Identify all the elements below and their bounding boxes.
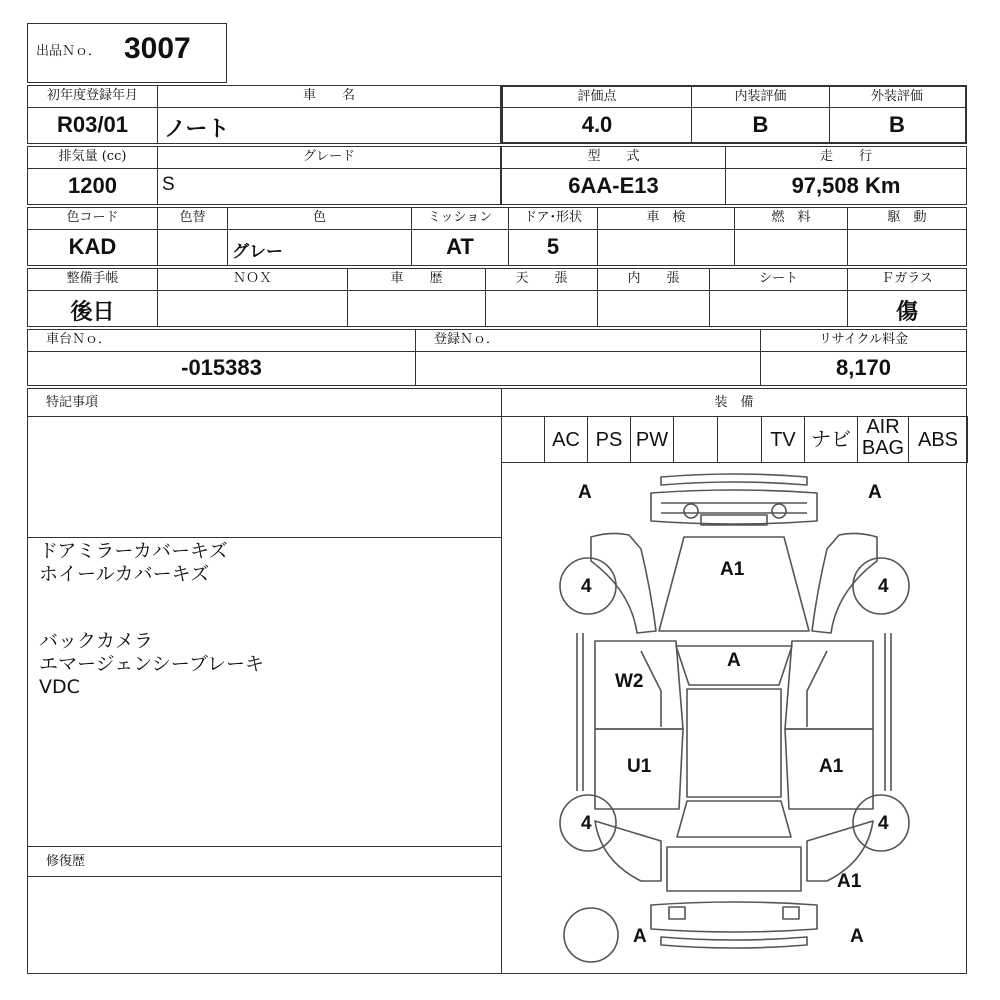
mileage-value: 97,508 Km [791,173,901,198]
notes-header: 特記事項 [27,388,502,417]
registration-header: 登録Ｎｏ． [415,329,761,352]
first-reg-value: R03/01 [57,112,128,137]
mark-hood: A1 [720,559,745,580]
interior-cell [691,107,830,144]
mission-header: ミッション [411,207,509,230]
rear-bumper-bottom [661,937,807,948]
spare-tire [564,908,618,962]
note-line-5: VDC [39,676,80,698]
mark-rear-right: A [850,926,864,947]
seat-cell [709,290,848,327]
rear-window [677,801,791,837]
repair-history-area [27,876,502,974]
color-change-header: 色替 [157,207,228,230]
rear-gate [667,847,801,891]
notes-area [27,537,502,847]
equip-slot-blank-2 [673,416,718,463]
tire-fr-value: 4 [878,576,889,597]
exterior-header: 外装評価 [829,85,967,108]
front-bumper [651,490,817,524]
first-reg-cell [27,107,158,144]
model-cell [501,168,726,205]
score-header: 評価点 [501,85,692,108]
lot-label: 出品Ｎｏ． [36,44,102,59]
car-name-value: ノート [164,116,230,141]
color-code-header: 色コード [27,207,158,230]
front-bumper-top [661,474,807,485]
car-name-header: 車 名 [157,85,501,108]
car-diagram-panel [501,462,967,974]
chassis-cell [27,351,416,386]
interior-header: 内装評価 [691,85,830,108]
equip-pw: PW [630,416,674,463]
mark-rear-gate: A1 [837,871,862,892]
car-diagram [502,463,966,973]
note-line-2: ホイールカバーキズ [39,563,210,585]
interior-value: B [752,112,769,137]
equip-airbag: AIR BAG [857,416,909,463]
score-value: 4.0 [581,112,613,137]
roof [687,689,781,797]
recycle-value: 8,170 [835,355,892,380]
drive-header: 駆 動 [847,207,967,230]
fuel-header: 燃 料 [734,207,848,230]
equipment-header: 装 備 [501,388,967,417]
notes-area-top [27,416,502,538]
right-front-fender [812,533,877,633]
maintenance-value: 後日 [70,299,115,324]
door-value: 5 [546,234,560,259]
note-line-3: バックカメラ [39,630,154,652]
tire-rr-value: 4 [878,813,889,834]
right-side-strip [885,633,891,791]
first-reg-header: 初年度登録年月 [27,85,158,108]
tire-fl-value: 4 [581,576,592,597]
mileage-header: 走 行 [725,146,967,169]
left-pillar-a [641,651,661,727]
mark-rear-left: A [633,926,647,947]
score-cell [501,107,692,144]
door-header: ドア･形状 [508,207,598,230]
door-cell [508,229,598,266]
grade-cell [157,168,501,205]
sunroof-header: 天 張 [485,268,598,291]
equip-ac: AC [544,416,588,463]
equip-ps: PS [587,416,631,463]
displacement-value: 1200 [68,173,117,198]
grade-value: S [162,174,175,195]
interior-roof-cell [597,290,710,327]
color-header: 色 [227,207,412,230]
tire-rl-value: 4 [581,813,592,834]
note-line-4: エマージェンシーブレーキ [39,653,265,675]
equip-slot-blank-3 [717,416,762,463]
repair-history-header: 修復歴 [27,846,502,877]
mark-front-right: A [868,482,882,503]
interior-roof-header: 内 張 [597,268,710,291]
mark-windshield: A [727,650,741,671]
fglass-header: Ｆガラス [847,268,967,291]
front-emblem-icon [684,504,786,525]
equip-tv: TV [761,416,805,463]
maintenance-header: 整備手帳 [27,268,158,291]
equip-navi: ナビ [804,416,858,463]
chassis-value: -015383 [181,355,262,380]
model-value: 6AA-E13 [568,173,659,198]
chassis-header: 車台Ｎｏ． [27,329,416,352]
mark-left-rear-door: U1 [627,756,652,777]
color-value: グレー [232,242,283,261]
left-rear-fender [595,821,661,881]
lot-number: 3007 [124,32,191,65]
equip-abs: ABS [908,416,968,463]
equip-slot-blank-1 [501,416,545,463]
fglass-cell [847,290,967,327]
color-change-cell [157,229,228,266]
recycle-header: リサイクル料金 [760,329,967,352]
model-header: 型 式 [501,146,726,169]
mission-cell [411,229,509,266]
nox-cell [157,290,348,327]
history-header: 車 歴 [347,268,486,291]
grade-header: グレード [157,146,501,169]
rear-lamps [669,907,799,919]
color-code-value: KAD [68,234,117,259]
inspection-cell [597,229,735,266]
hood-panel [659,537,809,631]
mileage-cell [725,168,967,205]
history-cell [347,290,486,327]
left-side-strip [577,633,583,791]
recycle-cell [760,351,967,386]
color-code-cell [27,229,158,266]
registration-cell [415,351,761,386]
right-pillar-a [807,651,827,727]
mission-value: AT [446,234,474,259]
right-front-door [785,641,873,729]
fuel-cell [734,229,848,266]
mark-right-rear-door: A1 [819,756,844,777]
exterior-cell [829,107,967,144]
displacement-header: 排気量 (cc) [27,146,158,169]
nox-header: ＮＯＸ [157,268,348,291]
car-name-cell [157,107,501,144]
color-cell [227,229,412,266]
sunroof-cell [485,290,598,327]
exterior-value: B [889,112,905,137]
seat-header: シート [709,268,848,291]
maintenance-cell [27,290,158,327]
note-line-1: ドアミラーカバーキズ [39,540,228,562]
equipment-row [501,416,967,463]
drive-cell [847,229,967,266]
displacement-cell [27,168,158,205]
lot-box [27,23,227,83]
inspection-header: 車 検 [597,207,735,230]
fglass-value: 傷 [895,299,918,324]
left-front-fender [591,533,656,633]
mark-front-left: A [578,482,592,503]
mark-left-front-door: W2 [615,671,644,692]
